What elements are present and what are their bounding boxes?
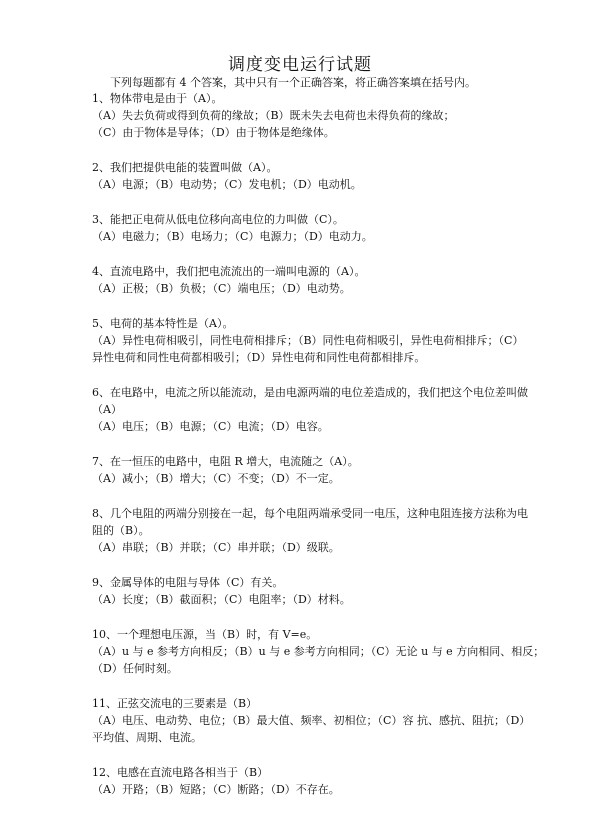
question-7-options: （A）减小；（B）增大；（C）不变；（D）不一定。 — [92, 472, 340, 485]
question-4-options: （A）正极；（B）负极；（C）端电压；（D）电动势。 — [92, 282, 351, 295]
question-5-stem: 5、电荷的基本特性是（A）。 — [92, 317, 234, 330]
question-2 — [92, 159, 522, 193]
question-3-stem: 3、能把正电荷从低电位移向高电位的力叫做（C）。 — [92, 213, 344, 226]
question-11-stem: 11、正弦交流电的三要素是（B） — [92, 697, 258, 710]
question-8-stem-cont: 阻的（B）。 — [92, 524, 150, 537]
question-10-options-line-1: （A）u 与 e 参考方向相反；（B）u 与 e 参考方向相同；（C）无论 u 与 e 方向相同、相反； — [92, 645, 545, 658]
question-8-stem: 8、几个电阻的两端分别接在一起，每个电阻两端承受同一电压，这种电阻连接方法称为电 — [92, 507, 528, 520]
question-1-options-line-2: （C）由于物体是导体；（D）由于物体是绝缘体。 — [92, 126, 335, 139]
question-6-stem-cont: （A） — [92, 403, 122, 416]
question-10-options-line-2: （D）任何时刻。 — [92, 662, 178, 675]
question-11-options-line-1: （A）电压、电动势、电位；（B）最大值、频率、初相位；（C）容 抗、感抗、阻抗；（D） — [92, 714, 531, 727]
question-7 — [92, 453, 522, 487]
question-2-options: （A）电源；（B）电动势；（C）发电机；（D）电动机。 — [92, 178, 362, 191]
question-4 — [92, 263, 522, 297]
question-10-stem: 10、一个理想电压源，当（B）时，有 V=e。 — [92, 628, 318, 641]
question-4-stem: 4、直流电路中，我们把电流流出的一端叫电源的（A）。 — [92, 265, 366, 278]
question-12-stem: 12、电感在直流电路各相当于（B） — [92, 766, 269, 779]
question-9 — [92, 574, 522, 608]
question-5-options-line-1: （A）异性电荷相吸引，同性电荷相排斥；（B）同性电荷相吸引，异性电荷相排斥；（C） — [92, 334, 524, 347]
question-12-options: （A）开路；（B）短路；（C）断路；（D）不存在。 — [92, 783, 340, 796]
question-1-options-line-1: （A）失去负荷或得到负荷的缘故；（B）既未失去电荷也未得负荷的缘故； — [92, 109, 455, 122]
page-title: 调度变电运行试题 — [228, 55, 372, 75]
question-7-stem: 7、在一恒压的电路中，电阻 R 增大，电流随之（A）。 — [92, 455, 359, 468]
question-6-options: （A）电压；（B）电源；（C）电流；（D）电容。 — [92, 420, 329, 433]
question-12 — [92, 764, 522, 798]
question-list — [92, 90, 545, 816]
question-1-stem: 1、物体带电是由于（A）。 — [92, 92, 223, 105]
question-8 — [92, 505, 528, 556]
question-3 — [92, 211, 522, 245]
question-9-options: （A）长度；（B）截面积；（C）电阻率；（D）材料。 — [92, 593, 351, 606]
question-2-stem: 2、我们把提供电能的装置叫做（A）。 — [92, 161, 278, 174]
question-9-stem: 9、金属导体的电阻与导体（C）有关。 — [92, 576, 284, 589]
instructions-text: 下列每题都有 4 个答案，其中只有一个正确答案，将正确答案填在括号内。 — [110, 76, 476, 89]
question-8-options: （A）串联；（B）并联；（C）串并联；（D）级联。 — [92, 541, 340, 554]
question-5 — [92, 315, 522, 366]
question-6-stem: 6、在电路中，电流之所以能流动，是由电源两端的电位差造成的，我们把这个电位差叫做 — [92, 386, 528, 399]
question-1 — [92, 90, 522, 141]
question-10 — [92, 626, 545, 677]
question-11-options-line-2: 平均值、周期、电流。 — [92, 731, 202, 744]
question-6 — [92, 384, 528, 435]
question-5-options-line-2: 异性电荷和同性电荷都相吸引；（D）异性电荷和同性电荷都相排斥。 — [92, 351, 426, 364]
question-3-options: （A）电磁力；（B）电场力；（C）电源力；（D）电动力。 — [92, 230, 373, 243]
question-11 — [92, 695, 531, 746]
